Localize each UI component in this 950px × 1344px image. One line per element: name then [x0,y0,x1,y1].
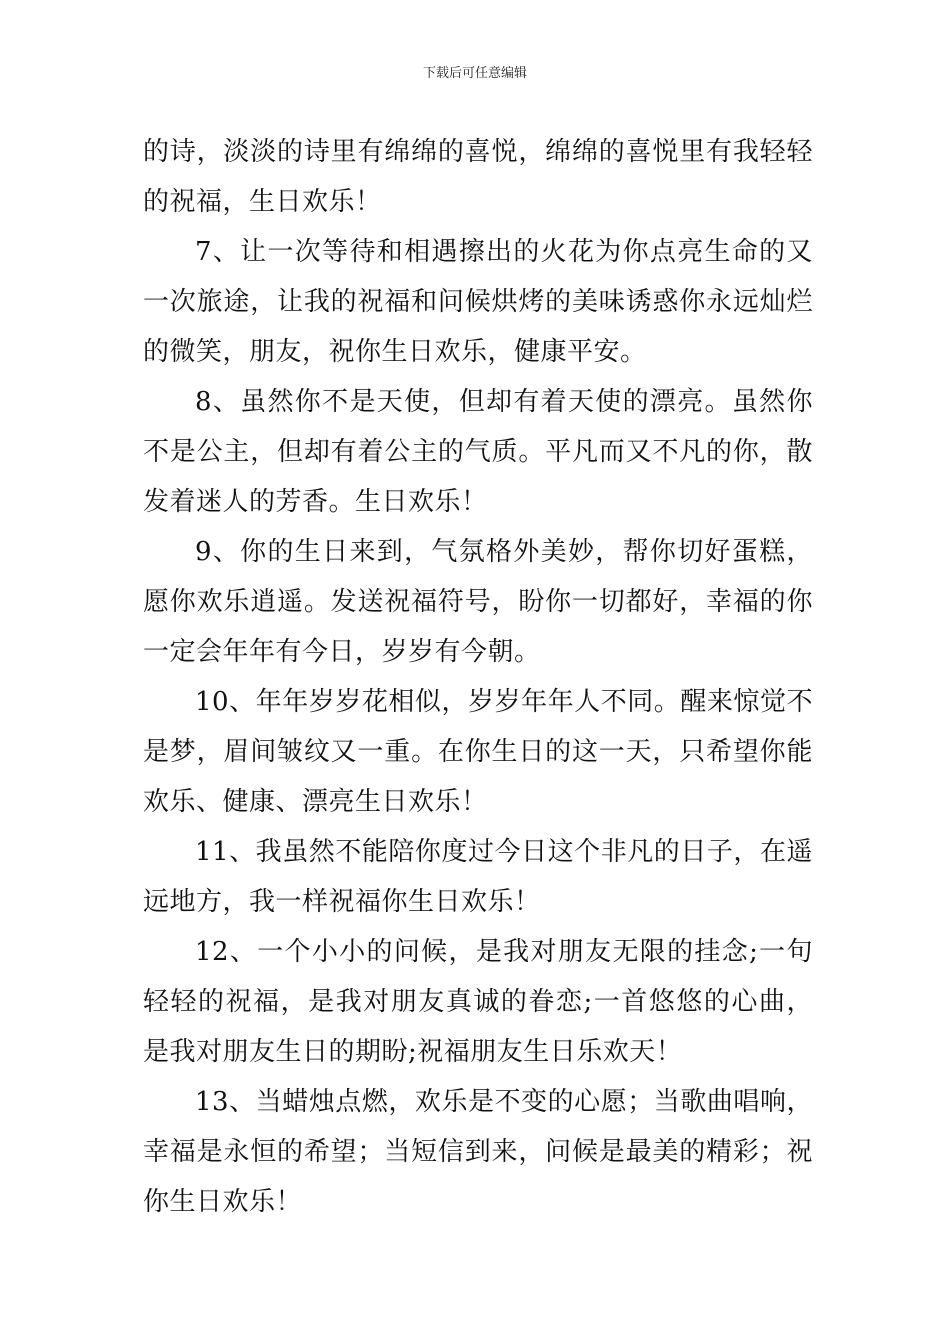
paragraph-8: 8、虽然你不是天使，但却有着天使的漂亮。虽然你不是公主，但却有着公主的气质。平凡而又不凡的你，散发着迷人的芳香。生日欢乐！ [143,387,813,517]
paragraph-11: 11、我虽然不能陪你度过今日这个非凡的日子，在遥远地方，我一样祝福你生日欢乐！ [143,837,813,917]
paragraph-12: 12、一个小小的问候，是我对朋友无限的挂念;一句轻轻的祝福，是我对朋友真诚的眷恋;一首悠悠的心曲，是我对朋友生日的期盼;祝福朋友生日乐欢天！ [143,937,813,1067]
paragraph-9: 9、你的生日来到，气氛格外美妙，帮你切好蛋糕，愿你欢乐逍遥。发送祝福符号，盼你一切都好，幸福的你一定会年年有今日，岁岁有今朝。 [143,537,813,667]
page-header: 下载后可任意编辑 [422,66,527,81]
paragraph-7: 7、让一次等待和相遇擦出的火花为你点亮生命的又一次旅途，让我的祝福和问候烘烤的美味诱惑你永远灿烂的微笑，朋友，祝你生日欢乐，健康平安。 [143,237,813,367]
paragraph-13: 13、当蜡烛点燃，欢乐是不变的心愿；当歌曲唱响，幸福是永恒的希望；当短信到来，问候是最美的精彩；祝你生日欢乐！ [143,1087,813,1217]
paragraph-10: 10、年年岁岁花相似，岁岁年年人不同。醒来惊觉不是梦，眉间皱纹又一重。在你生日的这一天，只希望你能欢乐、健康、漂亮生日欢乐！ [143,687,813,817]
paragraph-continuation: 的诗，淡淡的诗里有绵绵的喜悦，绵绵的喜悦里有我轻轻的祝福，生日欢乐！ [143,137,813,217]
document-body [143,127,813,1227]
